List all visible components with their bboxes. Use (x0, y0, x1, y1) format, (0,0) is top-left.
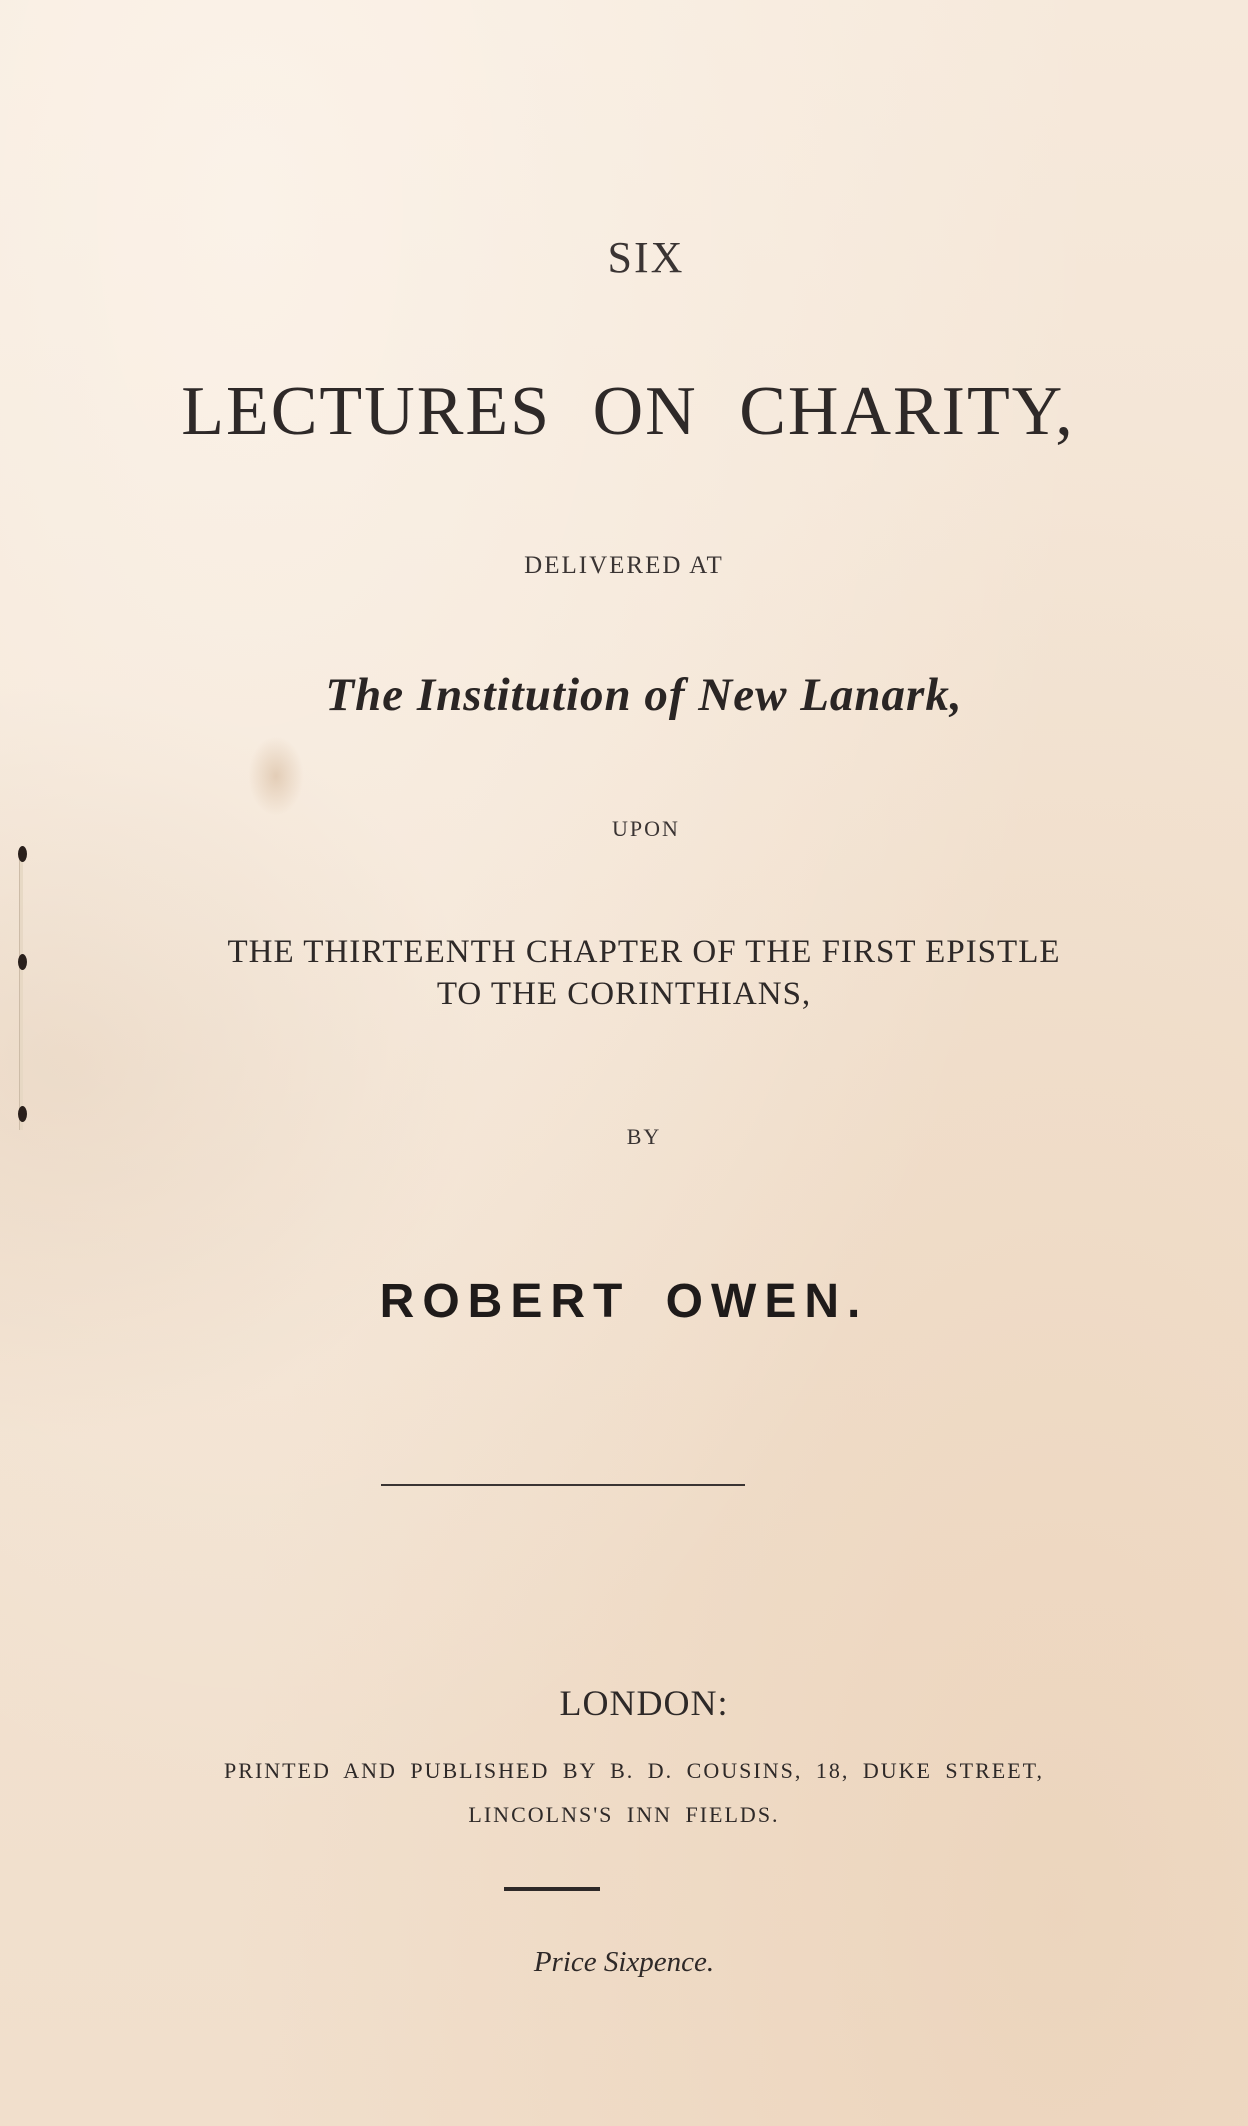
divider-rule (381, 1484, 745, 1486)
binding-stitch (18, 1106, 27, 1122)
binding-stitch (18, 846, 27, 862)
imprint-line-1: PRINTED AND PUBLISHED BY B. D. COUSINS, 18, DUKE STREET, (224, 1758, 1044, 1783)
page-title: LECTURES ON CHARITY, (181, 373, 1075, 450)
number-word: SIX (607, 233, 685, 282)
imprint-line-2: LINCOLNS'S INN FIELDS. (468, 1802, 780, 1827)
delivered-at-text: DELIVERED AT (524, 552, 724, 579)
publication-place: LONDON: (559, 1683, 729, 1723)
short-divider-rule (504, 1887, 600, 1891)
upon-text: UPON (612, 816, 680, 841)
subject-line-1: THE THIRTEENTH CHAPTER OF THE FIRST EPISTLE (227, 934, 1061, 970)
author-name: ROBERT OWEN. (379, 1275, 869, 1328)
by-text: BY (626, 1124, 662, 1149)
foxing-stain (248, 736, 304, 816)
price-text: Price Sixpence. (533, 1946, 715, 1978)
subject-line-2: TO THE CORINTHIANS, (436, 976, 812, 1012)
institution-name: The Institution of New Lanark, (325, 669, 963, 721)
